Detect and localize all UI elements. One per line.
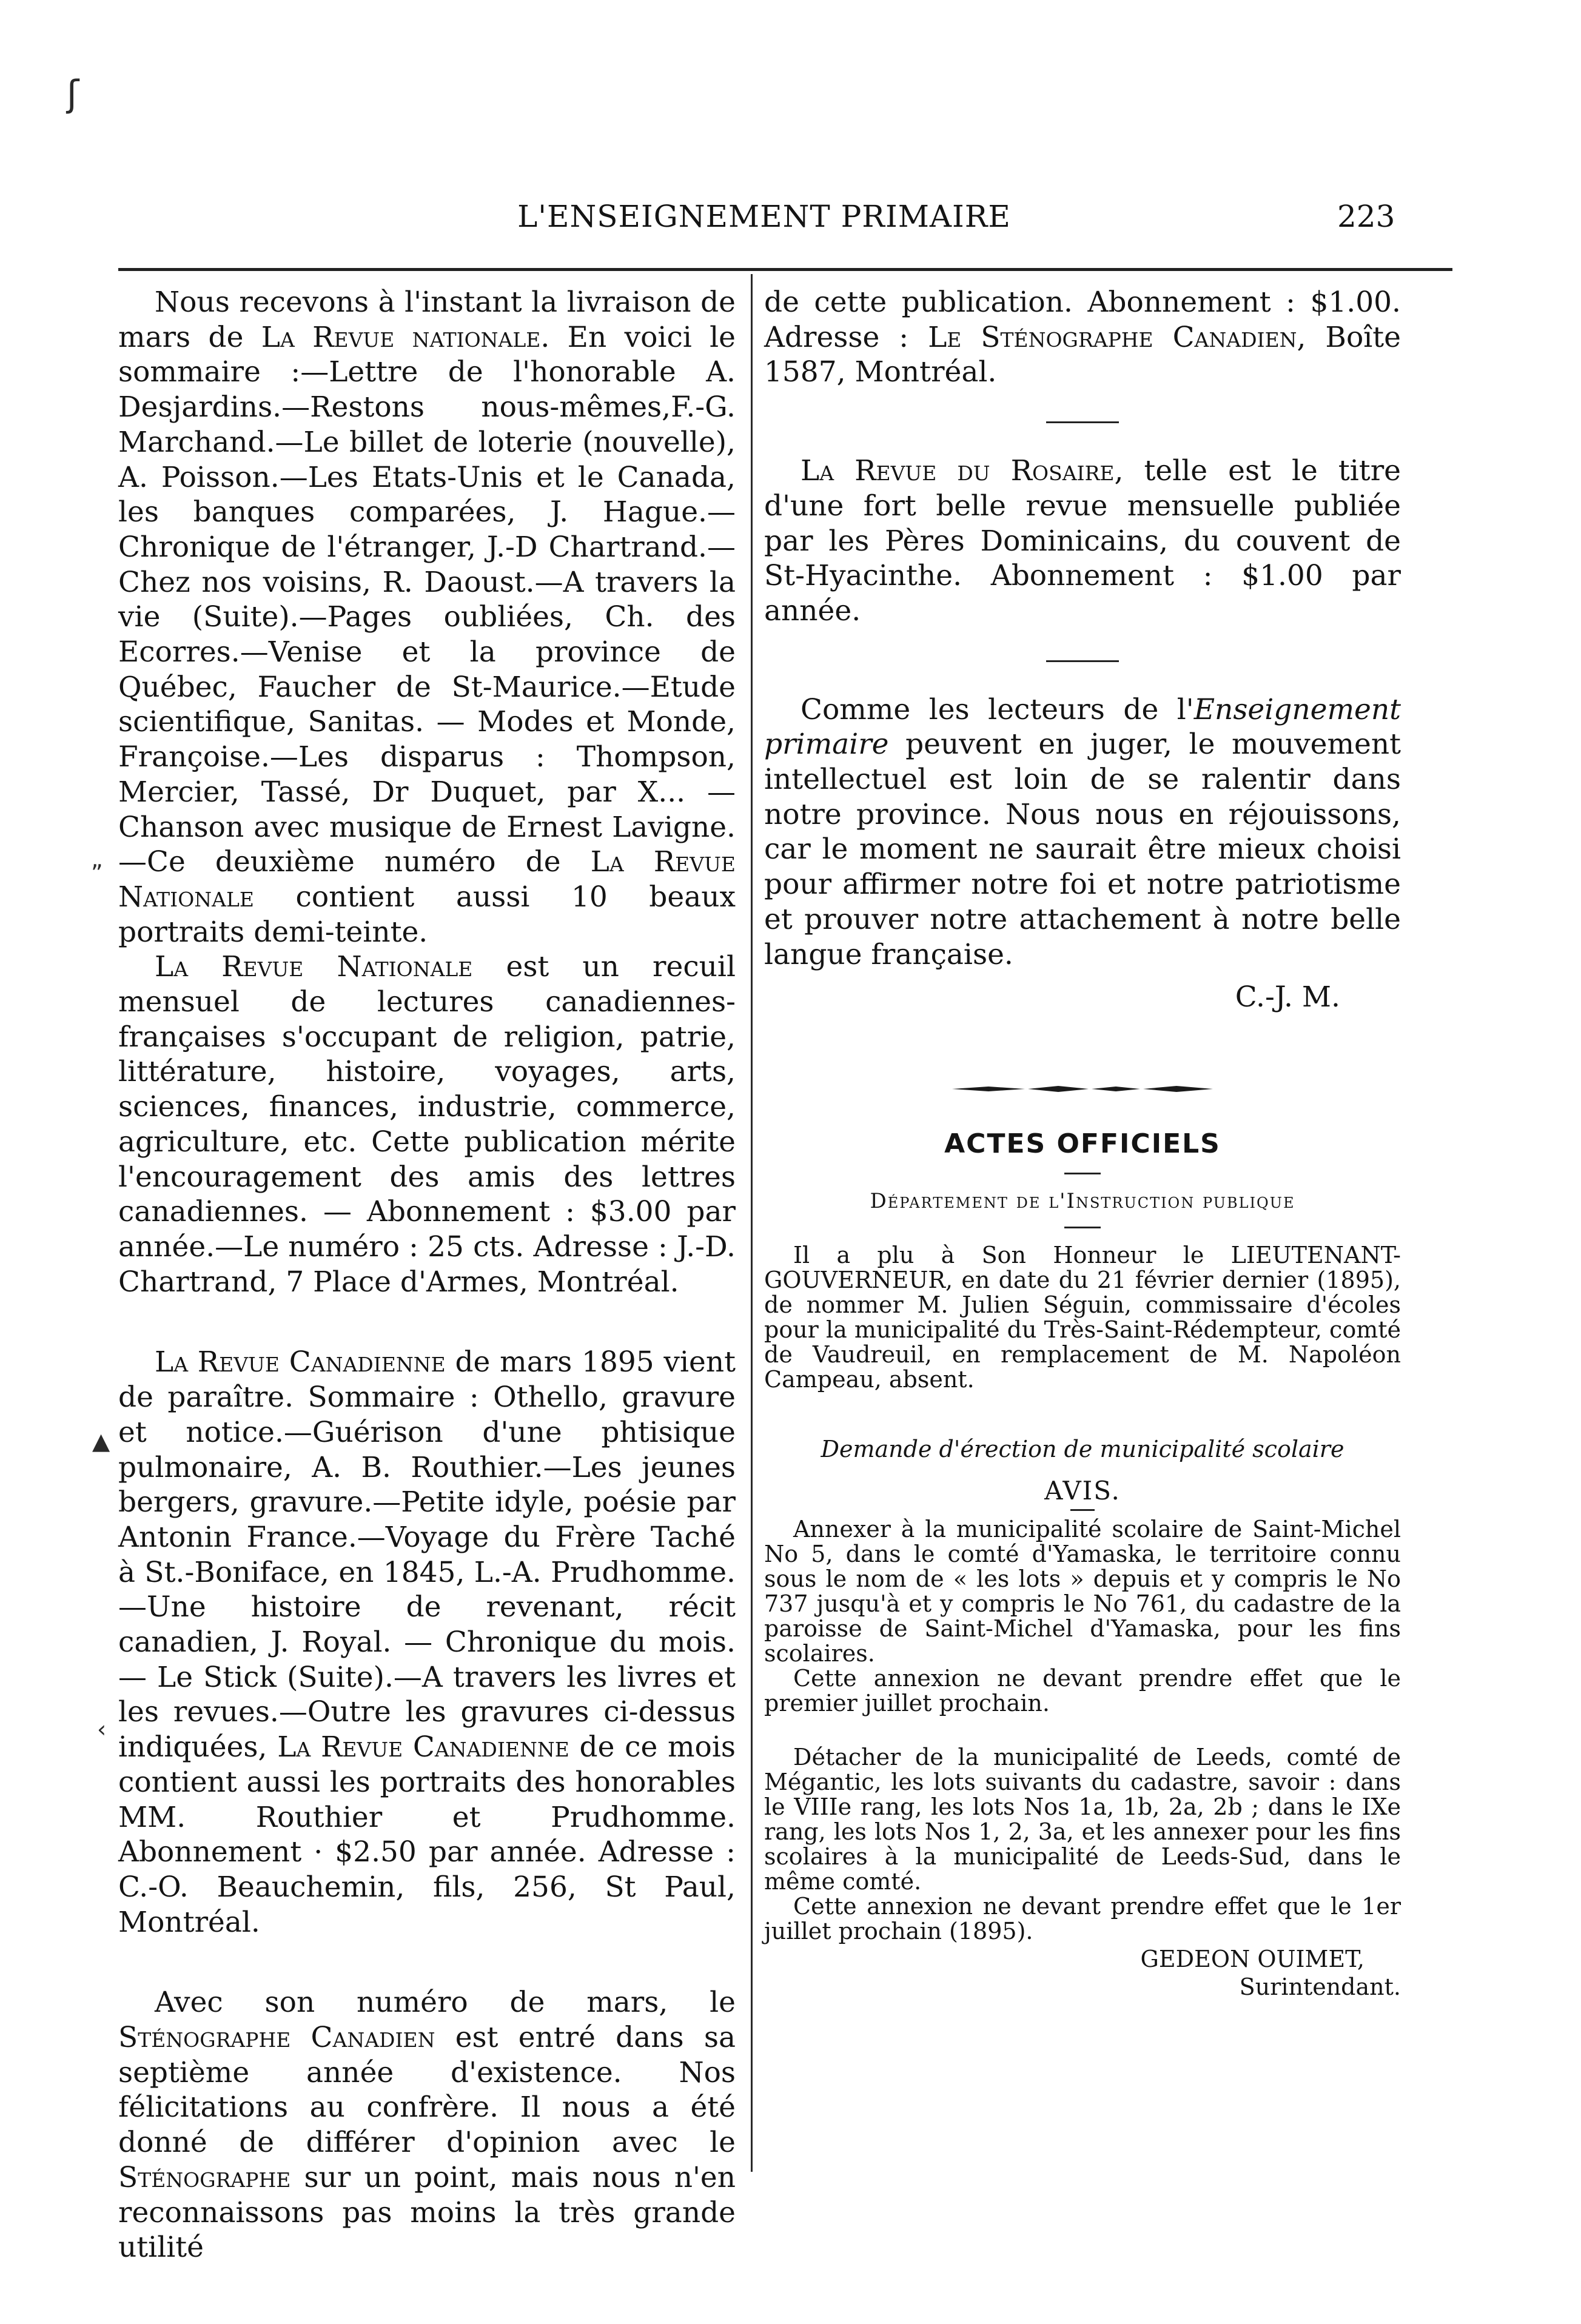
author-initials: C.-J. M.	[1235, 980, 1340, 1014]
avis-heading: AVIS.	[1044, 1476, 1121, 1506]
publication-name: Enseignement primaire	[764, 692, 1401, 762]
annexation-paragraph: Annexer à la municipalité scolaire de Saint-Michel No 5, dans le comté d'Yamaska, le territoire connu sous le nom de « les lots » depuis et y compris le No 737 jusqu'à et y compris le No 761, du cadastre de la paroisse de Saint-Michel d'Yamaska, pour les fins scolaires.	[764, 1516, 1401, 1667]
demande-heading: Demande d'érection de municipalité scolaire	[821, 1436, 1344, 1463]
margin-arrow: ▲	[92, 1428, 110, 1455]
publication-name: La Revue du Rosaire	[801, 454, 1115, 488]
review-nationale-paragraph: Nous recevons à l'instant la livraison de mars de La Revue nationale. En voici le sommaire :—Lettre de l'honorable A. Desjardins.—Restons nous-mêmes,F.-G. Marchand.—Le billet de loterie (nouvelle), A. Poisson.—Les Etats-Unis et le Canada, les banques comparées, J. Hague.—Chronique de l'étranger, J.-D Chartrand.—Chez nos voisins, R. Daoust.—A travers la vie (Suite).—Pages oubliées, Ch. des Ecorres.—Venise et la province de Québec, Faucher de St-Maurice.—Etude scientifique, Sanitas. — Modes et Monde, Françoise.—Les disparus : Thompson, Mercier, Tassé, Dr Duquet, par X... — Chanson avec musique de Ernest Lavigne.—Ce deuxième numéro de La Revue Nationale contient aussi 10 beaux portraits demi-teinte.	[118, 286, 736, 949]
ornament-rule-graphic	[952, 1081, 1213, 1097]
margin-scribble: ʃ	[67, 73, 79, 115]
separator-rule	[1046, 421, 1119, 423]
separator-rule	[1070, 1509, 1095, 1511]
signatory-title: Surintendant.	[1239, 1974, 1401, 2001]
separator-rule	[1064, 1227, 1101, 1228]
editorial-paragraph: Comme les lecteurs de l'Enseignement primaire peuvent en juger, le mouvement intellectuel est loin de se ralentir dans notre province. Nous nous en réjouissons, car le moment ne saurait être mieux choisi pour affirmer notre foi et notre patriotisme et prouver notre attachement à notre belle langue française.	[764, 692, 1401, 971]
column-divider	[751, 274, 753, 2172]
detachment-paragraph: Détacher de la municipalité de Leeds, comté de Mégantic, les lots suivants du cadastre, savoir : dans le VIIIe rang, les lots Nos 1a, 1b, 2a, 2b ; dans le IXe rang, les lots Nos 1, 2, 3a, et les annexer pour les fins scolaires à la municipalité de Leeds-Sud, dans le même comté.	[764, 1744, 1401, 1895]
margin-tick: „	[91, 846, 103, 872]
detachment-effect: Cette annexion ne devant prendre effet que le 1er juillet prochain (1895).	[764, 1893, 1401, 1945]
stenographe-paragraph: Avec son numéro de mars, le Sténographe Canadien est entré dans sa septième année d'existence. Nos félicitations au confrère. Il nous a été donné de différer d'opinion avec le Sténographe sur un point, mais nous n'en reconnaissons pas moins la très grande utilité	[118, 1986, 736, 2265]
stenographe-continuation: de cette publication. Abonnement : $1.00. Adresse : Le Sténographe Canadien, Boîte 1587, Montréal.	[764, 286, 1401, 389]
running-header: L'ENSEIGNEMENT PRIMAIRE	[517, 199, 1011, 234]
publication-name: La Revue Nationale	[118, 845, 736, 914]
signatory-name: GEDEON OUIMET,	[1140, 1946, 1364, 1973]
decorative-ornament	[952, 1081, 1213, 1097]
right-column	[764, 285, 1401, 2000]
publication-name: La Revue Nationale	[155, 950, 473, 984]
section-title: ACTES OFFICIELS	[944, 1128, 1221, 1160]
publication-name: La Revue Canadienne	[277, 1730, 569, 1764]
revue-rosaire-paragraph: La Revue du Rosaire, telle est le titre d'une fort belle revue mensuelle publiée par les Pères Dominicains, du couvent de St-Hyacinthe. Abonnement : $1.00 par année.	[764, 454, 1401, 628]
review-nationale-description: La Revue Nationale est un recuil mensuel de lectures canadiennes-françaises s'occupant de religion, patrie, littérature, histoire, voyages, arts, sciences, finances, industrie, commerce, agriculture, etc. Cette publication mérite l'encouragement des amis des lettres canadiennes. — Abonnement : $3.00 par année.—Le numéro : 25 cts. Adresse : J.-D. Chartrand, 7 Place d'Armes, Montréal.	[118, 950, 736, 1299]
publication-name: Sténographe	[118, 2160, 291, 2194]
publication-name: Sténographe Canadien	[118, 2021, 435, 2055]
revue-canadienne-paragraph: La Revue Canadienne de mars 1895 vient de paraître. Sommaire : Othello, gravure et notice.—Guérison d'une phtisique pulmonaire, A. B. Routhier.—Les jeunes bergers, gravure.—Petite idyle, poésie par Antonin France.—Voyage du Frère Taché à St.-Boniface, en 1845, L.-A. Prudhomme.—Une histoire de revenant, récit canadien, J. Royal. — Chronique du mois. — Le Stick (Suite).—A travers les livres et les revues.—Outre les gravures ci-dessus indiquées, La Revue Canadienne de ce mois contient aussi les portraits des honorables MM. Routhier et Prudhomme. Abonnement · $2.50 par année. Adresse : C.-O. Beauchemin, fils, 256, St Paul, Montréal.	[118, 1345, 736, 1939]
margin-tick: ‹	[97, 1716, 107, 1743]
header-rule	[118, 268, 1452, 271]
page-number: 223	[1337, 199, 1395, 234]
separator-rule	[1064, 1173, 1101, 1174]
publication-name: Le Sténographe Canadien	[928, 320, 1297, 354]
left-column	[118, 285, 736, 2265]
publication-name: La Revue Canadienne	[155, 1345, 446, 1379]
publication-name: La Revue nationale	[261, 320, 541, 354]
department-heading: Département de l'Instruction publique	[870, 1189, 1295, 1214]
annexation-effect: Cette annexion ne devant prendre effet que le premier juillet prochain.	[764, 1665, 1401, 1717]
separator-rule	[1046, 660, 1119, 662]
decree-paragraph: Il a plu à Son Honneur le LIEUTENANT-GOUVERNEUR, en date du 21 février dernier (1895), de nommer M. Julien Séguin, commissaire d'écoles pour la municipalité du Très-Saint-Rédempteur, comté de Vaudreuil, en remplacement de M. Napoléon Campeau, absent.	[764, 1242, 1401, 1393]
